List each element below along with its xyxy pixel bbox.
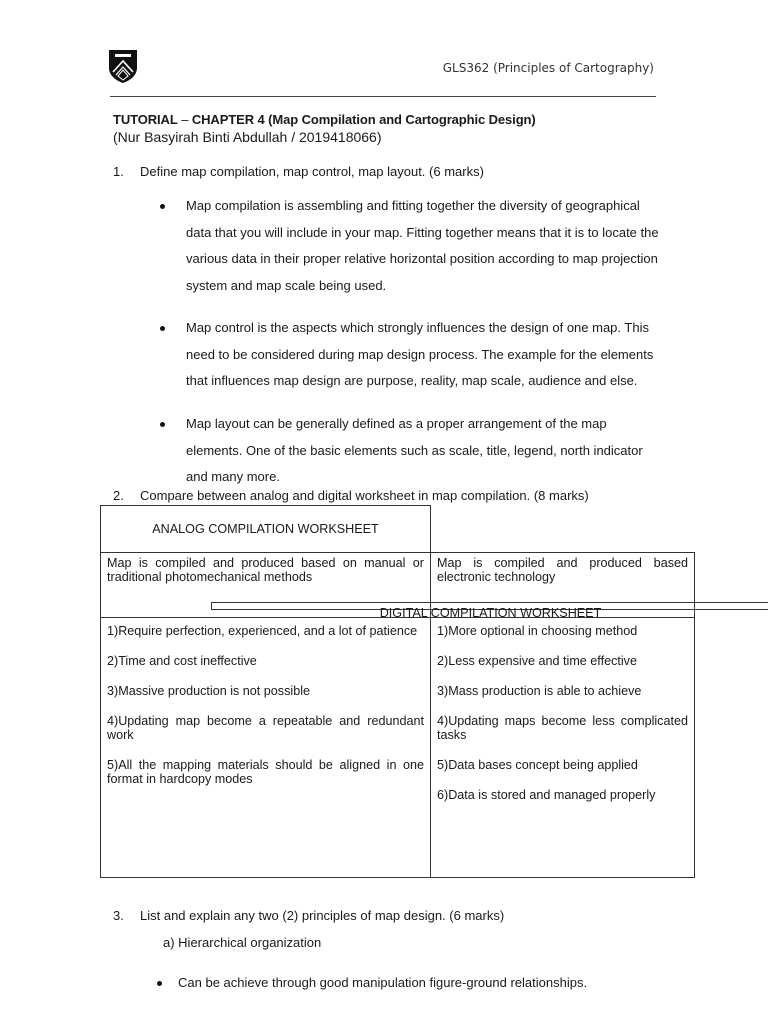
question-text: Compare between analog and digital worksheet in map compilation. (8 marks): [140, 488, 589, 503]
list-item: [160, 411, 660, 491]
bullet-icon: [160, 204, 165, 209]
question-number: 2.: [113, 488, 124, 503]
list-item: 1)More optional in choosing method: [437, 624, 638, 638]
question-text: Define map compilation, map control, map layout. (6 marks): [140, 164, 484, 179]
header-analog: ANALOG COMPILATION WORKSHEET: [101, 506, 431, 553]
bullet-icon: [157, 981, 162, 986]
header-digital: DIGITAL COMPILATION WORKSHEET: [211, 602, 768, 610]
list-item: [160, 315, 660, 395]
list-item: 2)Less expensive and time effective: [437, 654, 637, 668]
list-item: 6)Data is stored and managed properly: [437, 788, 656, 802]
question-1: [113, 164, 484, 179]
question-number: 3.: [113, 908, 124, 923]
tutorial-title: [113, 112, 536, 127]
digital-definition: Map is compiled and produced based electronic technology: [431, 553, 695, 618]
title-rest: CHAPTER 4 (Map Compilation and Cartographic Design): [191, 112, 536, 127]
title-dash: –: [177, 112, 192, 127]
list-item: 5)All the mapping materials should be aligned in one format in hardcopy modes: [107, 758, 424, 786]
header-divider: [110, 96, 656, 97]
author-line: (Nur Basyirah Binti Abdullah / 2019418066): [113, 129, 382, 145]
analog-definition: Map is compiled and produced based on manual or traditional photomechanical methods: [101, 553, 431, 618]
bullet-text: Map control is the aspects which strongly influences the design of one map. This need to be considered during map design process. The example for the elements that influences map design are purpose, reality, map scale, audience and else.: [186, 320, 654, 389]
question-number: 1.: [113, 164, 124, 179]
bullet-text: Can be achieve through good manipulation figure-ground relationships.: [178, 975, 588, 990]
list-item: 3)Massive production is not possible: [107, 684, 311, 698]
comparison-table: [100, 505, 695, 878]
analog-list: [101, 618, 431, 878]
title-prefix: TUTORIAL: [113, 112, 178, 127]
list-item: [157, 975, 587, 990]
bullet-text: Map compilation is assembling and fitting together the diversity of geographical data that you will include in your map. Fitting together means that it is to locate the various data in their proper relative horizontal position according to map projection system and map scale being used.: [186, 198, 659, 293]
list-item: 3)Mass production is able to achieve: [437, 684, 642, 698]
list-item: 4)Updating maps become less complicated tasks: [437, 714, 688, 742]
list-item: [160, 193, 660, 299]
question-3: [113, 908, 504, 923]
list-item: 4)Updating map become a repeatable and redundant work: [107, 714, 424, 742]
question-2: [113, 488, 589, 503]
list-item: 1)Require perfection, experienced, and a lot of patience: [107, 624, 418, 638]
bullet-icon: [160, 422, 165, 427]
list-item: 5)Data bases concept being applied: [437, 758, 638, 772]
list-item: 2)Time and cost ineffective: [107, 654, 257, 668]
table-row: [101, 618, 695, 878]
digital-list: [431, 618, 695, 878]
sub-item-a: a) Hierarchical organization: [163, 935, 322, 950]
course-title: GLS362 (Principles of Cartography): [442, 61, 654, 75]
university-logo-icon: [105, 48, 141, 84]
table-header-row: [101, 506, 695, 553]
question-text: List and explain any two (2) principles of map design. (6 marks): [140, 908, 505, 923]
bullet-text: Map layout can be generally defined as a proper arrangement of the map elements. One of the basic elements such as scale, title, legend, north indicator and many more.: [186, 416, 643, 485]
bullet-icon: [160, 326, 165, 331]
